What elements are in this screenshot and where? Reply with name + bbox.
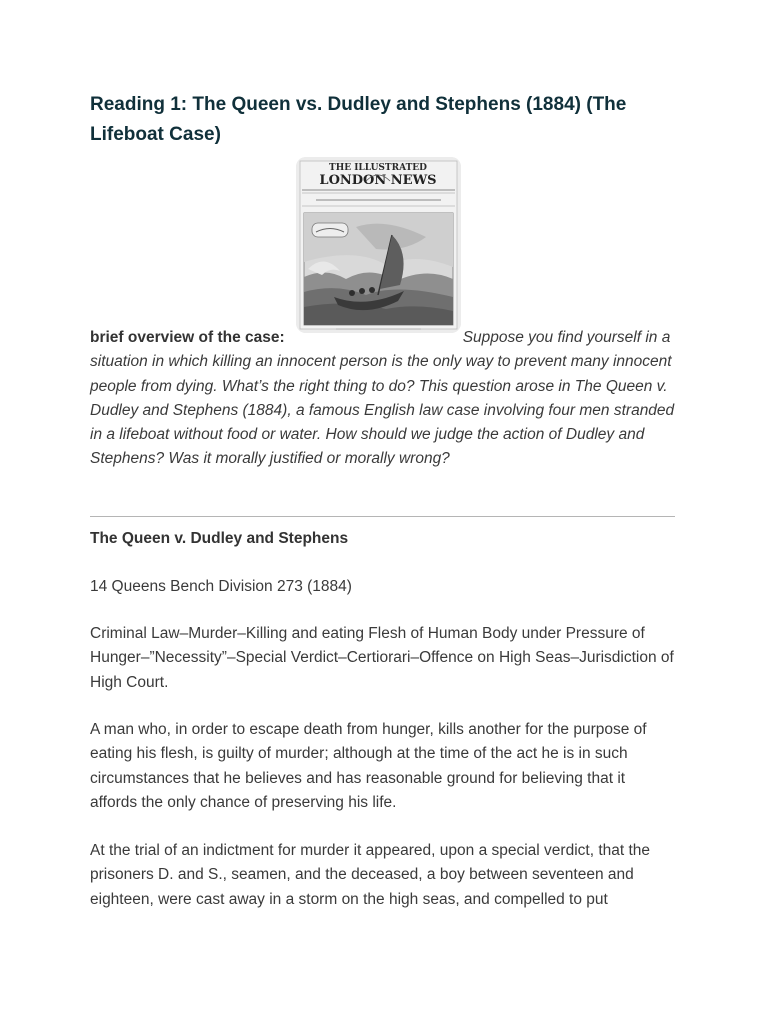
- case-facts: At the trial of an indictment for murder it appeared, upon a special verdict, that the prisoners D. and S., seamen, and the deceased, a boy between seventeen and eighteen, were cast away in a storm on the high seas, and compelled to put: [90, 842, 651, 908]
- section-divider: [90, 516, 675, 517]
- page-title: Reading 1: The Queen vs. Dudley and Stephens (1884) (The Lifeboat Case): [90, 94, 627, 145]
- case-headnote: Criminal Law–Murder–Killing and eating Flesh of Human Body under Pressure of Hunger–”Necessity”–Special Verdict–Certiorari–Offence on High Seas–Jurisdiction of High Court.: [90, 625, 674, 691]
- overview-text: Suppose you find yourself in a situation in which killing an innocent person is the only way to prevent many innocent people from dying. What’s the right thing to do? This question arose in The Queen v. Dudley and Stephens (1884), a famous English law case involving four men stranded in a lifeboat without food or water. How should we judge the action of Dudley and Stephens? Was it morally justified or morally wrong?: [90, 329, 675, 468]
- case-overview: [90, 326, 675, 472]
- case-citation: 14 Queens Bench Division 273 (1884): [90, 578, 352, 595]
- overview-lead: brief overview of the case:: [90, 329, 285, 346]
- case-holding: A man who, in order to escape death from hunger, kills another for the purpose of eating his flesh, is guilty of murder; although at the time of the act he is in such circumstances that he believes and has reasonable ground for believing that it affords the only chance of preserving his life.: [90, 721, 647, 811]
- case-title: The Queen v. Dudley and Stephens: [90, 530, 349, 547]
- newspaper-engraving-image: [296, 157, 461, 333]
- lifeboat-engraving-illustration: [296, 157, 461, 333]
- masthead-line-1: THE ILLUSTRATED: [329, 163, 427, 173]
- masthead-line-2: LONDON NEWS: [319, 173, 437, 188]
